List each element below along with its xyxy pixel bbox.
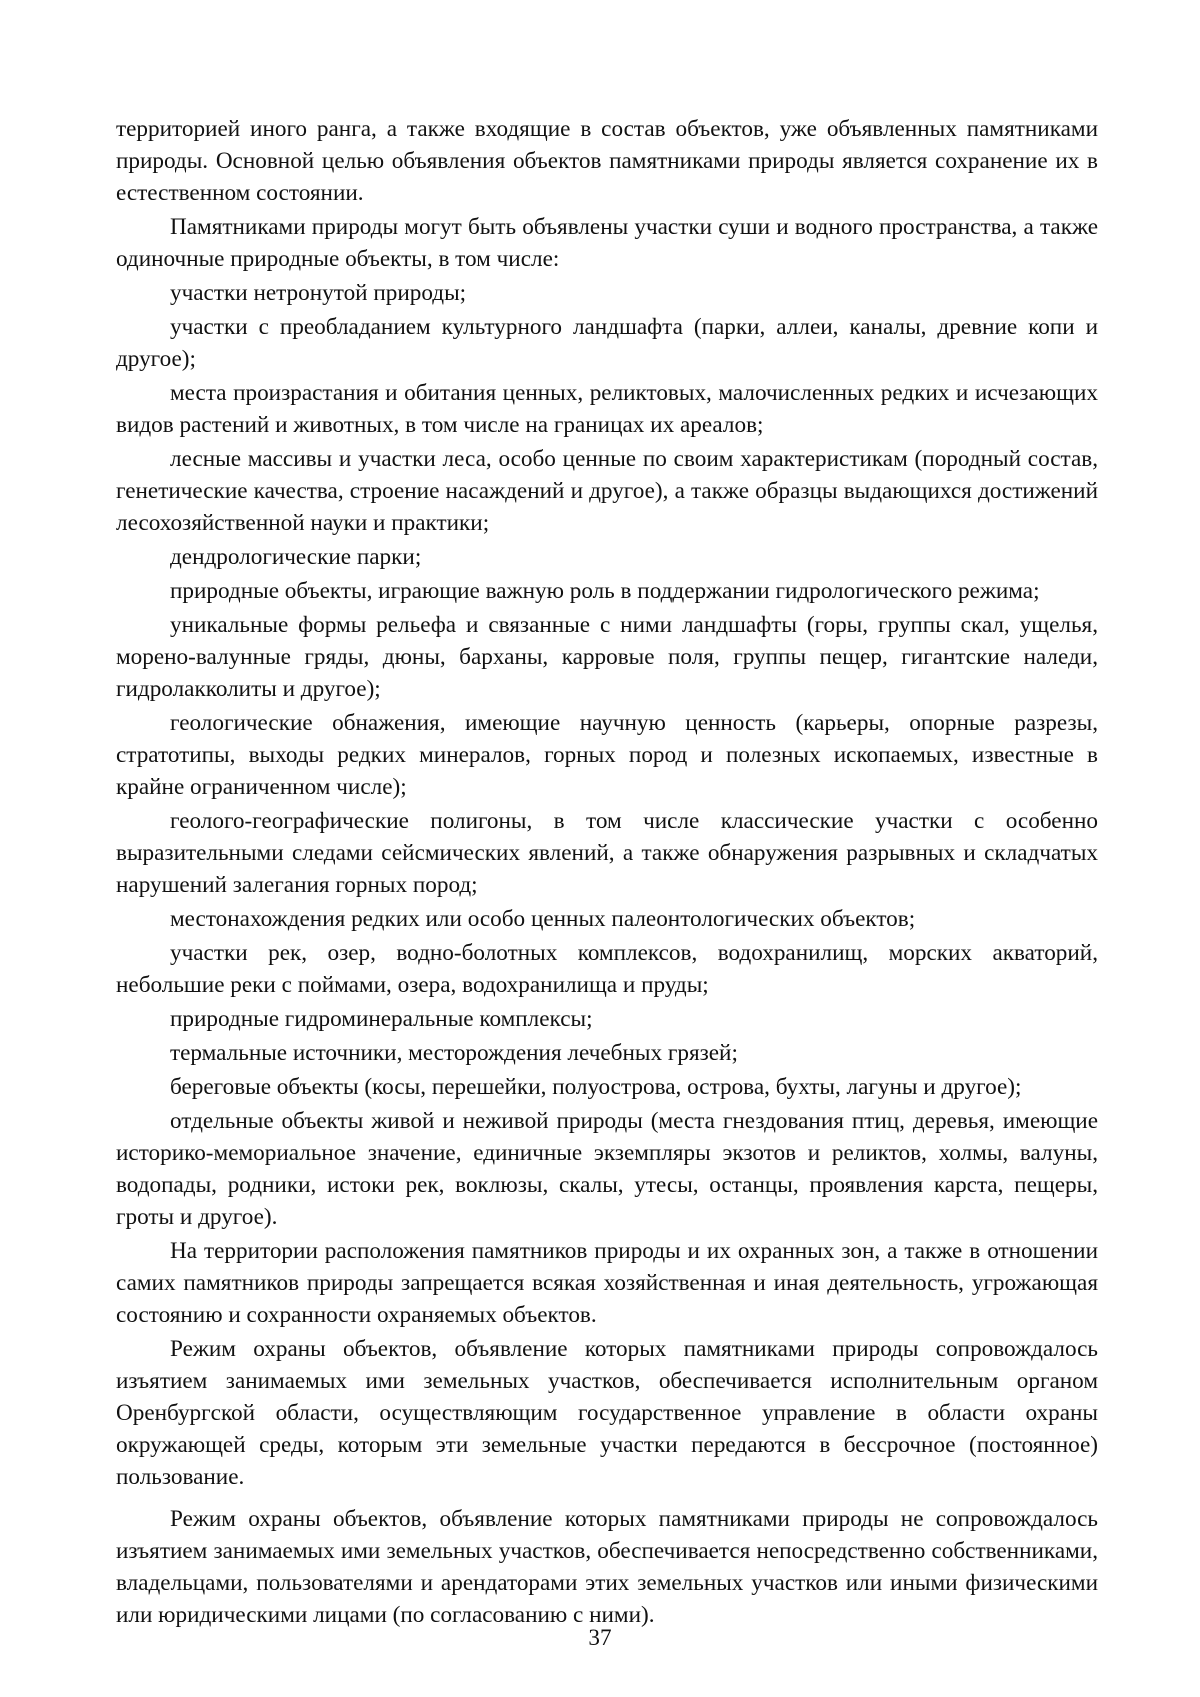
list-item-untouched-nature: участки нетронутой природы;	[170, 280, 467, 306]
list-item-coastal-objects: береговые объекты (косы, перешейки, полуострова, острова, бухты, лагуны и другое);	[170, 1074, 1022, 1100]
list-item-individual-objects: отдельные объекты живой и неживой природы (места гнездования птиц, деревья, имеющие историко-мемориальное значение, единичные экземпляры экзотов и реликтов, холмы, валуны, водопады, родники, истоки рек, воклюзы, скалы, утесы, останцы, проявления карста, пещеры, гроты и другое).	[116, 1108, 1098, 1230]
list-item-paleontological-sites: местонахождения редких или особо ценных палеонтологических объектов;	[170, 906, 916, 932]
list-item-thermal-springs: термальные источники, месторождения лечебных грязей;	[170, 1040, 738, 1066]
list-item-hydromineral-complexes: природные гидроминеральные комплексы;	[170, 1006, 593, 1032]
paragraph-protection-regime-seized: Режим охраны объектов, объявление которых памятниками природы сопровождалось изъятием занимаемых ими земельных участков, обеспечивается исполнительным органом Оренбургской области, осуществляющим государственное управление в области охраны окружающей среды, которым эти земельные участки передаются в бессрочное (постоянное) пользование.	[116, 1336, 1098, 1490]
list-item-hydrological-objects: природные объекты, играющие важную роль в поддержании гидрологического режима;	[170, 578, 1040, 604]
list-item-rare-species-habitats: места произрастания и обитания ценных, реликтовых, малочисленных редких и исчезающих видов растений и животных, в том числе на границах их ареалов;	[116, 380, 1098, 438]
list-item-relief-forms: уникальные формы рельефа и связанные с ними ландшафты (горы, группы скал, ущелья, морено-валунные гряды, дюны, барханы, карровые поля, группы пещер, гигантские наледи, гидролакколиты и другое);	[116, 612, 1098, 702]
list-item-cultural-landscape: участки с преобладанием культурного ландшафта (парки, аллеи, каналы, древние копи и другое);	[116, 314, 1098, 372]
paragraph-prohibited-activity: На территории расположения памятников природы и их охранных зон, а также в отношении самих памятников природы запрещается всякая хозяйственная и иная деятельность, угрожающая состоянию и сохранности охраняемых объектов.	[116, 1238, 1098, 1328]
document-body	[116, 113, 1098, 1633]
paragraph-declaration-scope: Памятниками природы могут быть объявлены участки суши и водного пространства, а также одиночные природные объекты, в том числе:	[116, 214, 1098, 272]
paragraph-continuation: территорией иного ранга, а также входящие в состав объектов, уже объявленных памятниками природы. Основной целью объявления объектов памятниками природы является сохранение их в естественном состоянии.	[116, 116, 1098, 206]
paragraph-protection-regime-not-seized: Режим охраны объектов, объявление которых памятниками природы не сопровождалось изъятием занимаемых ими земельных участков, обеспечивается непосредственно собственниками, владельцами, пользователями и арендаторами этих земельных участков или иными физическими или юридическими лицами (по согласованию с ними).	[116, 1506, 1098, 1628]
list-item-geographic-polygons: геолого-географические полигоны, в том числе классические участки с особенно выразительными следами сейсмических явлений, а также обнаружения разрывных и складчатых нарушений залегания горных пород;	[116, 808, 1098, 898]
page-number: 37	[588, 1625, 612, 1651]
list-item-forest-massifs: лесные массивы и участки леса, особо ценные по своим характеристикам (породный состав, генетические качества, строение насаждений и другое), а также образцы выдающихся достижений лесохозяйственной науки и практики;	[116, 446, 1098, 536]
list-item-geological-outcrops: геологические обнажения, имеющие научную ценность (карьеры, опорные разрезы, стратотипы, выходы редких минералов, горных пород и полезных ископаемых, известные в крайне ограниченном числе);	[116, 710, 1098, 800]
list-item-water-bodies: участки рек, озер, водно-болотных комплексов, водохранилищ, морских акваторий, небольшие реки с поймами, озера, водохранилища и пруды;	[116, 940, 1098, 998]
list-item-dendrological-parks: дендрологические парки;	[170, 544, 422, 570]
